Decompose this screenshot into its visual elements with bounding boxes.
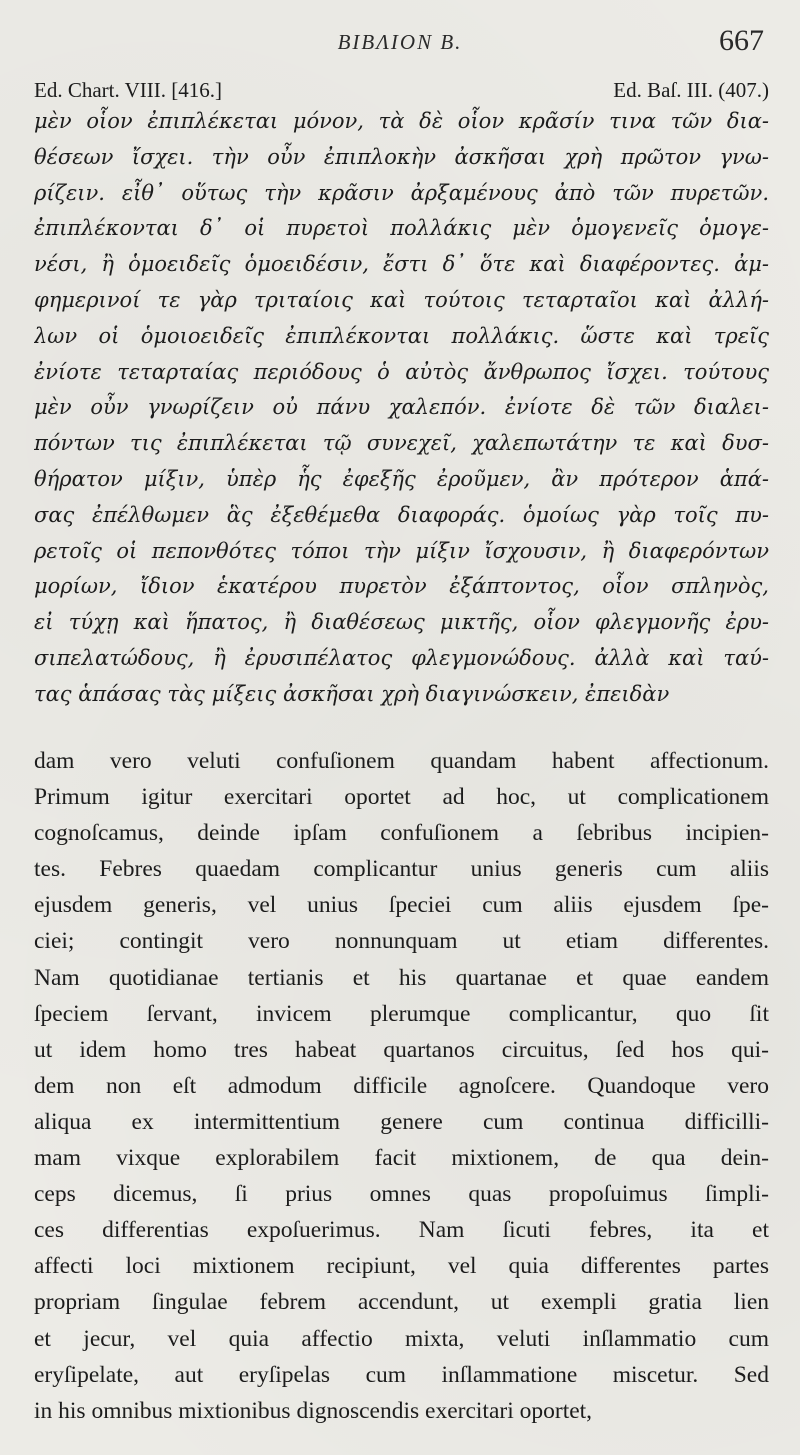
latin-text-line: et jecur, vel quia affectio mixta, veluti inſlammatio cum (34, 1325, 769, 1352)
latin-text-block (34, 743, 769, 1429)
page-number: 667 (719, 24, 764, 57)
greek-text-line: ἐπιπλέκονται δ᾽ οἱ πυρετοὶ πολλάκις μὲν ὁμογενεῖς ὁμογε- (34, 216, 769, 241)
latin-text-line: in his omnibus mixtionibus dignoscendis exercitari oportet, (34, 1397, 593, 1424)
greek-text-line: πόντων τις ἐπιπλέκεται τῷ συνεχεῖ, χαλεπωτάτην τε καὶ δυσ- (34, 431, 769, 456)
greek-text-line: λων οἱ ὁμοιοειδεῖς ἐπιπλέκονται πολλάκις. ὥστε καὶ τρεῖς (34, 323, 769, 348)
greek-text-line: θήρατον μίξιν, ὑπὲρ ἧς ἐφεξῆς ἐροῦμεν, ἂν πρότερον ἁπά- (34, 466, 769, 491)
greek-text-line: τας ἁπάσας τὰς μίξεις ἀσκῆσαι χρὴ διαγινώσκειν, ἐπειδὰν (34, 681, 670, 706)
running-head (0, 24, 800, 68)
edition-basel: Ed. Baſ. III. (407.) (613, 78, 769, 102)
greek-text-line: νέσι, ἢ ὁμοειδεῖς ὁμοειδέσιν, ἔστι δ᾽ ὅτε καὶ διαφέροντες. ἀμ- (34, 252, 769, 277)
latin-text-line: Nam quotidianae tertianis et his quartanae et quae eandem (34, 964, 769, 991)
latin-text-line: Primum igitur exercitari oportet ad hoc, ut complicationem (34, 784, 769, 811)
latin-text-line: eryſipelate, aut eryſipelas cum inſlammatione miscetur. Sed (34, 1361, 769, 1388)
latin-text-line: aliqua ex intermittentium genere cum continua difficilli- (34, 1108, 769, 1135)
latin-text-line: ceps dicemus, ſi prius omnes quas propoſuimus ſimpli- (34, 1181, 769, 1208)
latin-text-line: affecti loci mixtionem recipiunt, vel quia differentes partes (34, 1253, 769, 1280)
greek-text-line: μὲν οἷον ἐπιπλέκεται μόνον, τὰ δὲ οἷον κρᾶσίν τινα τῶν δια- (34, 109, 769, 133)
book-title: ΒΙΒΛΙΟΝ Β. (337, 30, 463, 54)
greek-text-line: σας ἐπέλθωμεν ἃς ἐξεθέμεθα διαφοράς. ὁμοίως γὰρ τοῖς πυ- (34, 502, 769, 527)
latin-text-line: cognoſcamus, deinde ipſam confuſionem a ſebribus incipien- (34, 820, 769, 847)
latin-text-line: dem non eſt admodum difficile agnoſcere. Quandoque vero (34, 1072, 769, 1099)
latin-text-line: tes. Febres quaedam complicantur unius generis cum aliis (34, 856, 769, 883)
greek-text-line: ρίζειν. εἶθ᾽ οὕτως τὴν κρᾶσιν ἀρξαμένους ἀπὸ τῶν πυρετῶν. (34, 180, 769, 205)
greek-text-line: φημερινοί τε γὰρ τριταίοις καὶ τούτοις τεταρταῖοι καὶ ἀλλή- (34, 287, 769, 312)
latin-text-line: ejusdem generis, vel unius ſpeciei cum aliis ejusdem ſpe- (34, 892, 769, 919)
greek-text-block (34, 104, 769, 713)
greek-text-line: μορίων, ἴδιον ἑκατέρου πυρετὸν ἐξάπτοντος, οἷον σπληνὸς, (34, 574, 769, 599)
latin-text-line: ut idem homo tres habeat quartanos circuitus, ſed hos qui- (34, 1036, 769, 1063)
greek-text-line: σιπελατώδους, ἢ ἐρυσιπέλατος φλεγμονώδους. ἀλλὰ καὶ ταύ- (34, 645, 769, 670)
greek-text-line: εἰ τύχῃ καὶ ἥπατος, ἢ διαθέσεως μικτῆς, οἷον φλεγμονῆς ἐρυ- (34, 610, 769, 635)
edition-chartier: Ed. Chart. VIII. [416.] (34, 78, 222, 102)
greek-text-line: μὲν οὖν γνωρίζειν οὐ πάνυ χαλεπόν. ἐνίοτε δὲ τῶν διαλει- (34, 395, 769, 420)
greek-text-line: ἐνίοτε τεταρταίας περιόδους ὁ αὐτὸς ἄνθρωπος ἴσχει. τούτους (34, 359, 769, 384)
latin-text-line: mam vixque explorabilem facit mixtionem, de qua dein- (34, 1145, 769, 1172)
latin-text-line: ces differentias expoſuerimus. Nam ſicuti febres, ita et (34, 1217, 769, 1244)
latin-text-line: ſpeciem ſervant, invicem plerumque complicantur, quo ſit (34, 1000, 769, 1027)
latin-text-line: dam vero veluti confuſionem quandam habent affectionum. (34, 748, 769, 774)
greek-text-line: θέσεων ἴσχει. τὴν οὖν ἐπιπλοκὴν ἀσκῆσαι χρὴ πρῶτον γνω- (34, 144, 769, 169)
latin-text-line: propriam ſingulae febrem accendunt, ut exempli gratia lien (34, 1289, 769, 1316)
greek-text-line: ρετοῖς οἱ πεπονθότες τόποι τὴν μίξιν ἴσχουσιν, ἢ διαφερόντων (34, 538, 769, 563)
latin-text-line: ciei; contingit vero nonnunquam ut etiam differentes. (34, 928, 769, 955)
